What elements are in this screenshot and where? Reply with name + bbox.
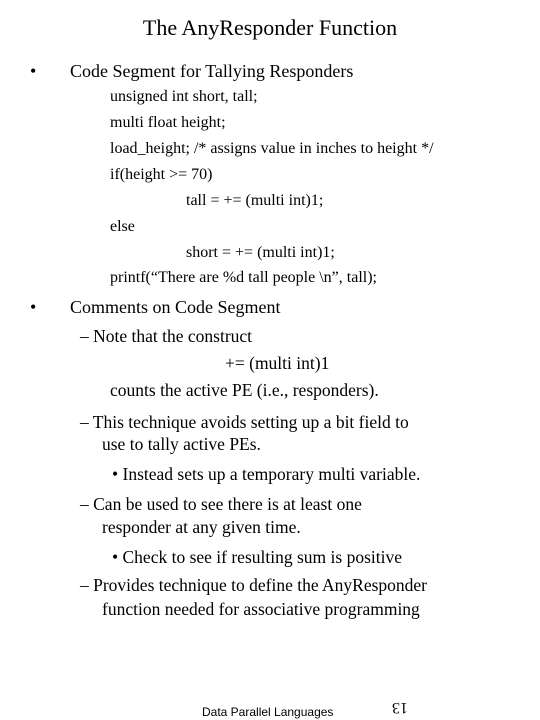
code-line: short = += (multi int)1; (186, 244, 335, 261)
code-line: tall = += (multi int)1; (186, 192, 324, 209)
comment-subitem: • Instead sets up a temporary multi variable. (112, 464, 421, 484)
comment-item: counts the active PE (i.e., responders). (110, 380, 379, 400)
comment-item: use to tally active PEs. (102, 434, 261, 454)
comment-item: responder at any given time. (102, 517, 301, 537)
comment-item: – Note that the construct (80, 326, 253, 346)
comment-item: – Can be used to see there is at least one (80, 494, 362, 514)
comment-subitem: • Check to see if resulting sum is positive (112, 547, 402, 567)
comment-item: function needed for associative programming (102, 599, 420, 619)
bullet-marker: • (30, 297, 37, 317)
bullet-marker: • (30, 61, 37, 81)
comment-item: – This technique avoids setting up a bit field to (80, 412, 409, 432)
code-line: unsigned int short, tall; (110, 88, 258, 105)
code-line: if(height >= 70) (110, 166, 213, 183)
comment-item: += (multi int)1 (225, 353, 330, 373)
footer-source: Data Parallel Languages (202, 705, 334, 719)
code-line: load_height; /* assigns value in inches to height */ (110, 140, 434, 157)
comment-item: – Provides technique to define the AnyResponder (80, 575, 428, 595)
page-number: 13 (392, 699, 408, 716)
code-line: multi float height; (110, 114, 226, 131)
code-line: printf(“There are %d tall people \n”, tall); (110, 269, 377, 286)
section-heading-comments: Comments on Code Segment (70, 297, 281, 317)
code-line: else (110, 218, 135, 235)
page-title: The AnyResponder Function (142, 15, 398, 40)
section-heading-code-segment: Code Segment for Tallying Responders (70, 61, 354, 81)
